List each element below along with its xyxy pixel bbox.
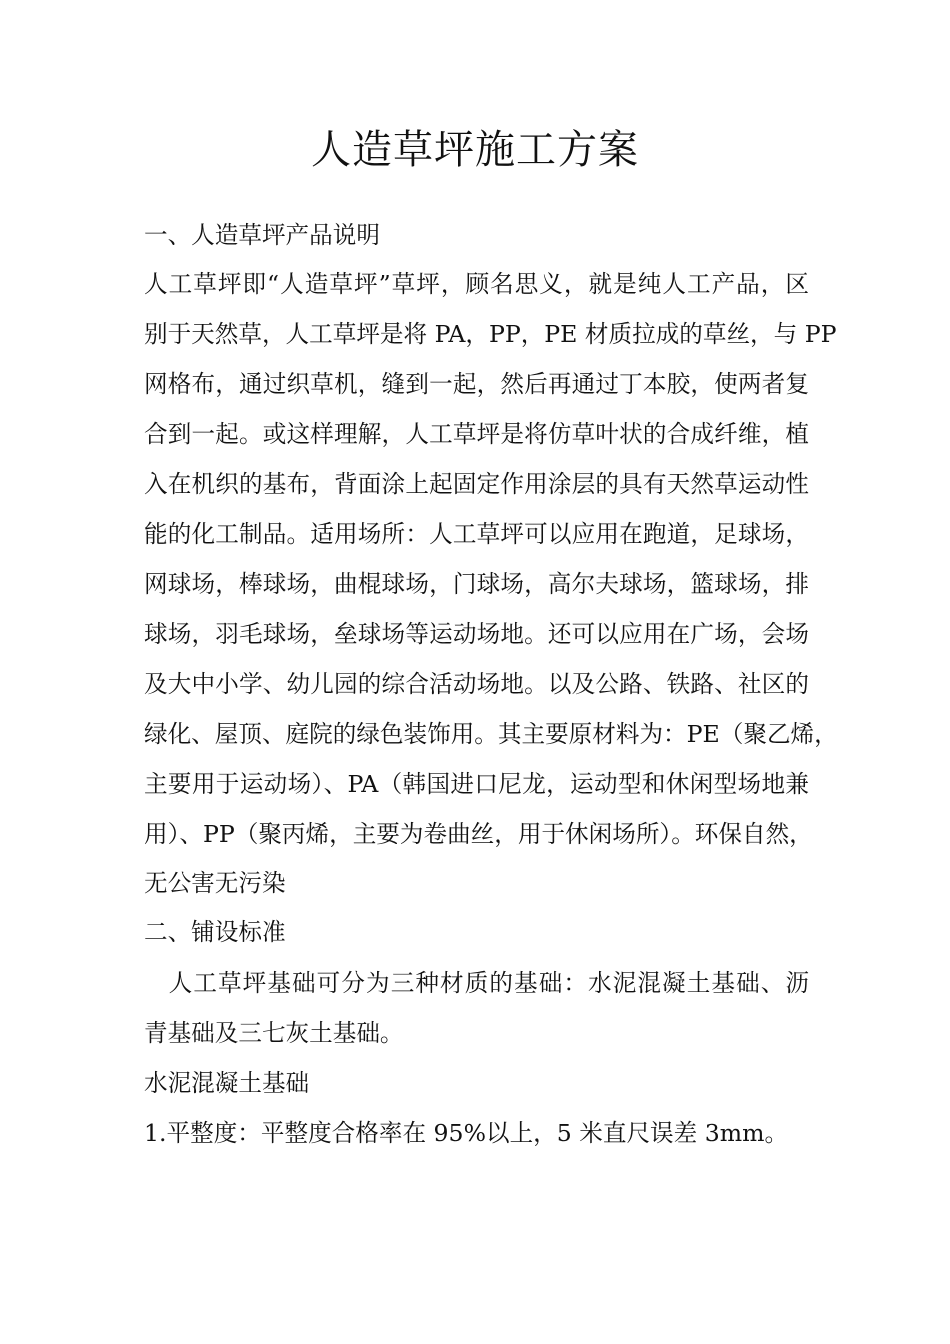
body-line: 青基础及三七灰土基础。: [144, 1019, 404, 1047]
subsection-heading: 水泥混凝土基础: [144, 1069, 310, 1097]
page-title: 人造草坪施工方案: [311, 127, 639, 173]
body-line: 用）、PP（聚丙烯，主要为卷曲丝，用于休闲场所）。环保自然，: [144, 820, 813, 848]
body-line: 网球场，棒球场，曲棍球场，门球场，高尔夫球场，篮球场，排: [144, 570, 809, 598]
body-line: 网格布，通过织草机，缝到一起，然后再通过丁本胶，使两者复: [144, 370, 809, 398]
list-item: 1.平整度：平整度合格率在 95%以上，5 米直尺误差 3mm。: [144, 1119, 789, 1147]
body-line: 别于天然草，人工草坪是将 PA，PP，PE 材质拉成的草丝，与 PP: [144, 320, 837, 348]
body-line: 合到一起。或这样理解，人工草坪是将仿草叶状的合成纤维，植: [144, 420, 809, 448]
body-line: 无公害无污染: [144, 869, 286, 897]
section-heading-2: 二、铺设标准: [144, 918, 286, 946]
body-line: 主要用于运动场）、PA（韩国进口尼龙，运动型和休闲型场地兼: [144, 770, 809, 798]
body-line: 人工草坪即“人造草坪”草坪，顾名思义，就是纯人工产品，区: [144, 270, 809, 298]
section-heading-1: 一、人造草坪产品说明: [144, 221, 380, 249]
body-line: 及大中小学、幼儿园的综合活动场地。以及公路、铁路、社区的: [144, 670, 809, 698]
body-line: 入在机织的基布，背面涂上起固定作用涂层的具有天然草运动性: [144, 470, 809, 498]
body-line: 绿化、屋顶、庭院的绿色装饰用。其主要原材料为：PE（聚乙烯，: [144, 720, 838, 748]
body-line: 人工草坪基础可分为三种材质的基础：水泥混凝土基础、沥: [144, 969, 809, 997]
body-line: 球场，羽毛球场，垒球场等运动场地。还可以应用在广场，会场: [144, 620, 809, 648]
body-line: 能的化工制品。适用场所：人工草坪可以应用在跑道，足球场，: [144, 520, 809, 548]
